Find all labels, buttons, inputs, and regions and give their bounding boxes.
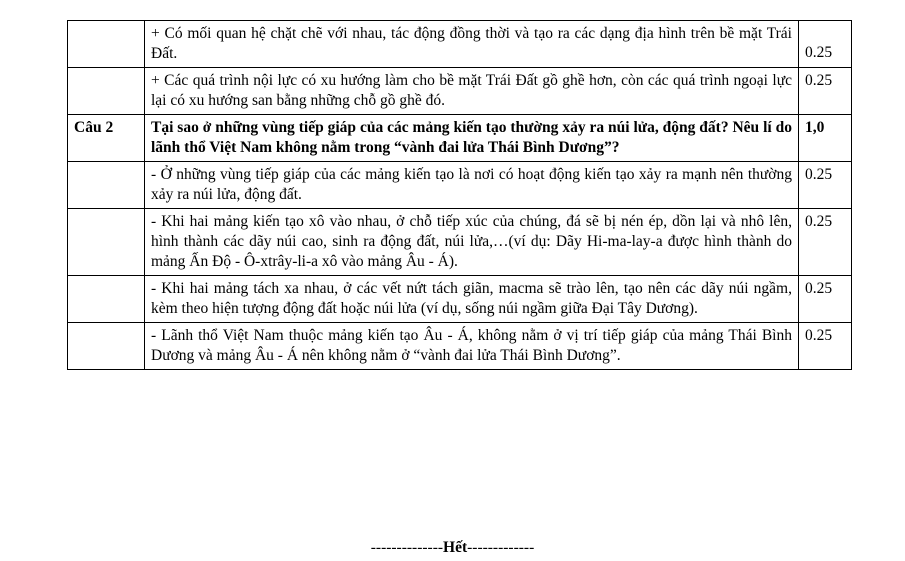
table-row	[68, 209, 852, 276]
question-score-cell: 1,0	[799, 115, 852, 162]
answer-content-cell: - Ở những vùng tiếp giáp của các mảng kiến tạo là nơi có hoạt động kiến tạo xảy ra mạnh nên thường xảy ra núi lửa, động đất.	[145, 162, 799, 209]
table-row	[68, 276, 852, 323]
answer-content-cell: + Có mối quan hệ chặt chẽ với nhau, tác động đồng thời và tạo ra các dạng địa hình trên bề mặt Trái Đất.	[145, 21, 799, 68]
score-cell: 0.25	[799, 21, 852, 68]
footer-end-word: Hết	[443, 539, 468, 556]
question-cell	[68, 21, 145, 68]
question-cell	[68, 209, 145, 276]
answer-content-cell: - Lãnh thổ Việt Nam thuộc mảng kiến tạo Âu - Á, không nằm ở vị trí tiếp giáp của mảng Thái Bình Dương và mảng Âu - Á nên không nằm ở “vành đai lửa Thái Bình Dương”.	[145, 323, 799, 370]
question-cell	[68, 68, 145, 115]
answer-content-cell: + Các quá trình nội lực có xu hướng làm cho bề mặt Trái Đất gồ ghề hơn, còn các quá trình ngoại lực lại có xu hướng san bằng những chỗ gồ ghề đó.	[145, 68, 799, 115]
question-cell	[68, 276, 145, 323]
score-cell: 0.25	[799, 209, 852, 276]
score-cell: 0.25	[799, 323, 852, 370]
question-cell	[68, 323, 145, 370]
footer-dashes-left: --------------	[370, 539, 444, 556]
question-number-cell: Câu 2	[68, 115, 145, 162]
score-cell: 0.25	[799, 162, 852, 209]
question-text-cell: Tại sao ở những vùng tiếp giáp của các mảng kiến tạo thường xảy ra núi lửa, động đất? Nêu lí do lãnh thổ Việt Nam không nằm trong “vành đai lửa Thái Bình Dương”?	[145, 115, 799, 162]
table-row	[68, 21, 852, 68]
end-of-document-marker	[0, 538, 905, 558]
table-row	[68, 68, 852, 115]
score-cell: 0.25	[799, 276, 852, 323]
answer-key-table	[67, 20, 852, 370]
score-cell: 0.25	[799, 68, 852, 115]
footer-dashes-right: -------------	[467, 539, 535, 556]
question-row	[68, 115, 852, 162]
answer-content-cell: - Khi hai mảng tách xa nhau, ở các vết nứt tách giãn, macma sẽ trào lên, tạo nên các dãy núi ngầm, kèm theo hiện tượng động đất hoặc núi lửa (ví dụ, sống núi ngầm giữa Đại Tây Dương).	[145, 276, 799, 323]
table-row	[68, 323, 852, 370]
answer-content-cell: - Khi hai mảng kiến tạo xô vào nhau, ở chỗ tiếp xúc của chúng, đá sẽ bị nén ép, dồn lại và nhô lên, hình thành các dãy núi cao, sinh ra động đất, núi lửa,…(ví dụ: Dãy Hi-ma-lay-a được hình thành do mảng Ấn Độ - Ô-xtrây-li-a xô vào mảng Âu - Á).	[145, 209, 799, 276]
question-cell	[68, 162, 145, 209]
table-row	[68, 162, 852, 209]
